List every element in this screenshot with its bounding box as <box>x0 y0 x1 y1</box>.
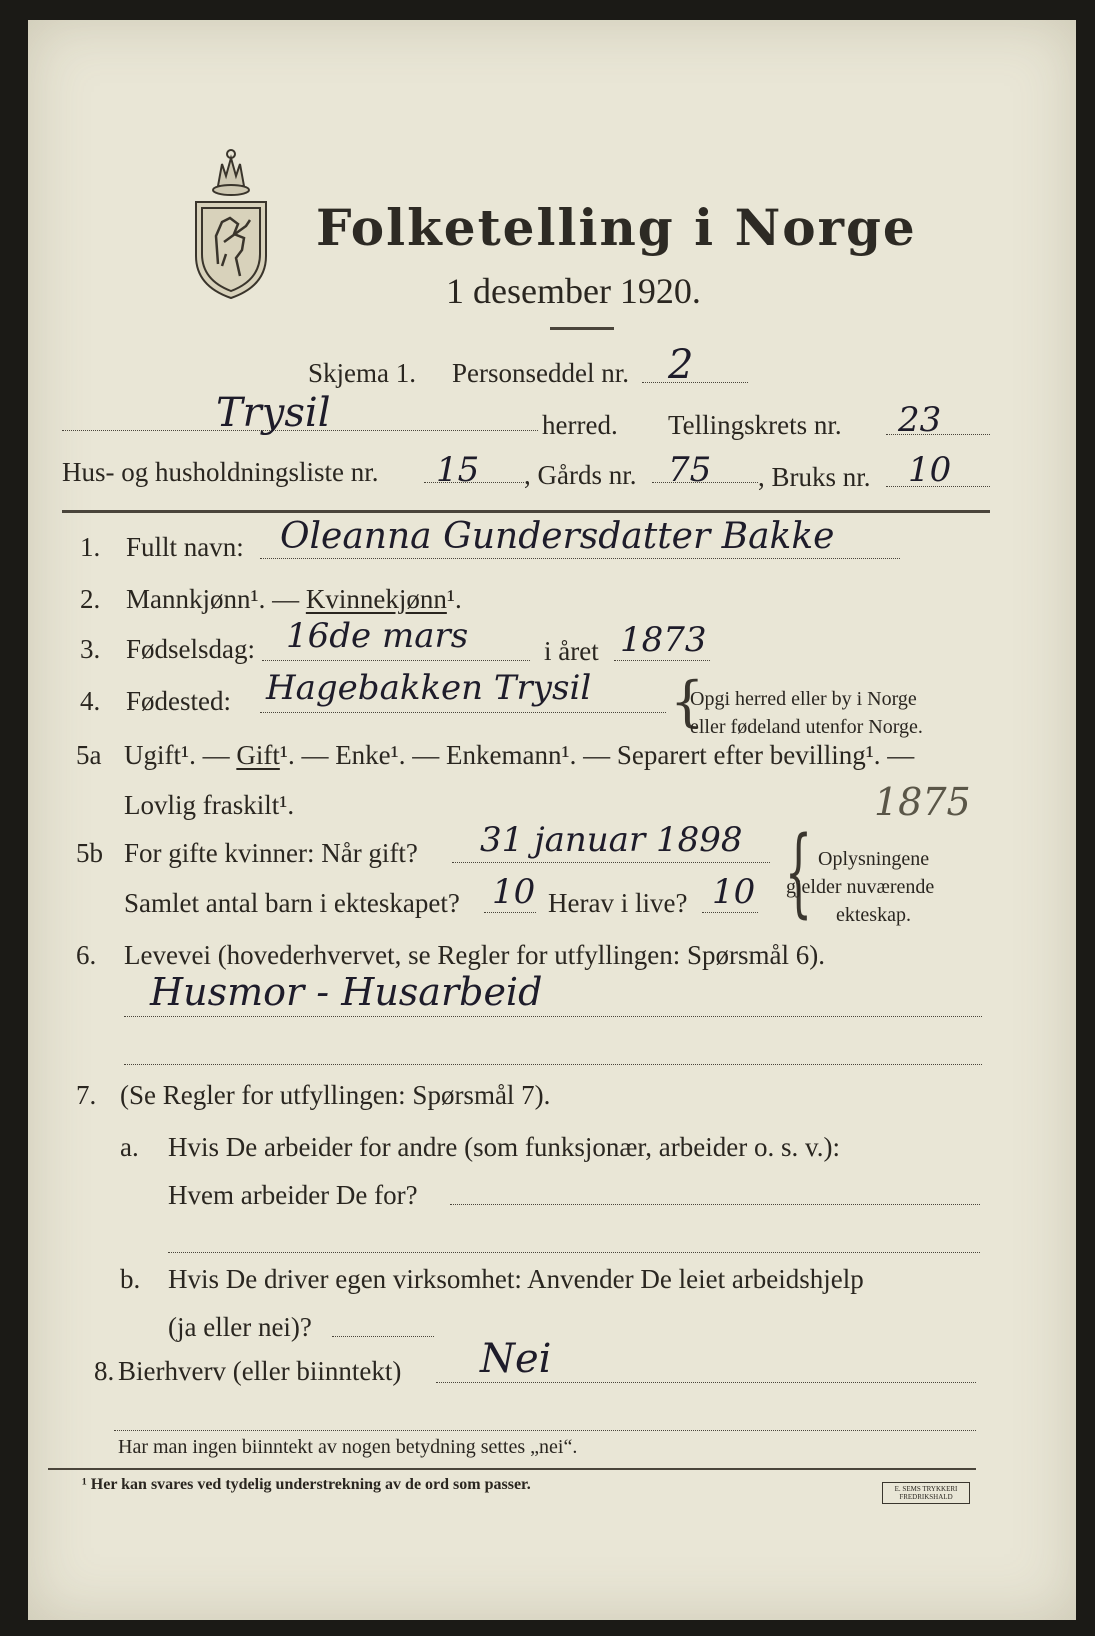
herred-value[interactable]: Trysil <box>216 390 331 436</box>
q2-number: 2. <box>80 584 101 614</box>
bruks-number[interactable]: 10 <box>908 450 952 490</box>
q5b-barn-value[interactable]: 10 <box>492 872 536 912</box>
census-date: 1 desember 1920. <box>446 271 701 311</box>
q4-number: 4. <box>80 686 101 716</box>
q5b-label: For gifte kvinner: Når gift? <box>124 838 418 868</box>
q6-value[interactable]: Husmor - Husarbeid <box>150 970 543 1014</box>
q6-label: Levevei (hovederhvervet, se Regler for utfyllingen: Spørsmål 6). <box>124 940 826 970</box>
q8-line <box>436 1382 976 1383</box>
bruks-label: , Bruks nr. <box>758 462 871 492</box>
census-form <box>28 20 1076 1620</box>
q7b-letter: b. <box>120 1264 141 1294</box>
q7a-line2[interactable] <box>168 1252 980 1253</box>
q7a-letter: a. <box>120 1132 139 1162</box>
husliste-label: Hus- og husholdningsliste nr. <box>62 457 379 487</box>
coat-of-arms-icon <box>188 146 274 300</box>
form-title: Folketelling i Norge <box>316 198 917 257</box>
q3-label: Fødselsdag: <box>126 634 256 664</box>
footer-separator <box>48 1468 976 1470</box>
q7b-label2: (ja eller nei)? <box>168 1312 312 1342</box>
q7a-label2: Hvem arbeider De for? <box>168 1180 418 1210</box>
q5b-note-line2: gjelder nuværende <box>786 876 935 898</box>
q2-label: Mannkjønn¹. — Kvinnekjønn¹. <box>126 584 462 614</box>
title-divider <box>550 327 614 330</box>
q5a-options: Ugift¹. — Gift¹. — Enke¹. — Enkemann¹. — Separert efter bevilling¹. — <box>124 740 915 770</box>
q6-number: 6. <box>76 940 97 970</box>
q3-year[interactable]: 1873 <box>620 620 707 660</box>
q6-line1 <box>124 1016 982 1017</box>
q4-label: Fødested: <box>126 686 231 716</box>
header-separator <box>62 510 990 513</box>
tellingskrets-label: Tellingskrets nr. <box>668 410 842 440</box>
q5b-barn-label: Samlet antal barn i ekteskapet? <box>124 888 460 918</box>
herred-label: herred. <box>542 410 618 440</box>
q1-label: Fullt navn: <box>126 532 244 562</box>
q3-number: 3. <box>80 634 101 664</box>
footnote: ¹ Her kan svares ved tydelig understrekning av de ord som passer. <box>82 1476 531 1493</box>
q4-note-line2: eller fødeland utenfor Norge. <box>690 716 923 738</box>
q5a-fraskilt: Lovlig fraskilt¹. <box>124 790 295 820</box>
q5b-line <box>452 862 770 863</box>
tellingskrets-number[interactable]: 23 <box>898 400 942 440</box>
q1-value[interactable]: Oleanna Gundersdatter Bakke <box>280 516 835 557</box>
q7-label: (Se Regler for utfyllingen: Spørsmål 7). <box>120 1080 551 1110</box>
q5b-note-line3: ekteskap. <box>836 904 911 926</box>
gards-label: , Gårds nr. <box>524 460 637 490</box>
q5a-margin-note: 1875 <box>874 780 971 824</box>
q5b-number: 5b <box>76 838 103 868</box>
q7b-line[interactable] <box>332 1336 434 1337</box>
q8-value[interactable]: Nei <box>480 1336 552 1382</box>
q4-value[interactable]: Hagebakken Trysil <box>266 668 592 708</box>
q1-number: 1. <box>80 532 101 562</box>
husliste-number[interactable]: 15 <box>436 450 480 490</box>
gards-number[interactable]: 75 <box>668 450 712 490</box>
q4-brace: { <box>670 670 705 733</box>
q7b-label1: Hvis De driver egen virksomhet: Anvender De leiet arbeidshjelp <box>168 1264 864 1294</box>
q5a-selected-option[interactable]: Gift <box>236 740 280 770</box>
personseddel-line <box>642 382 748 383</box>
q5b-barn-line <box>484 912 536 913</box>
q5b-live-line <box>702 912 758 913</box>
q6-line2 <box>124 1064 982 1065</box>
q5b-live-label: Herav i live? <box>548 888 688 918</box>
personseddel-label: Personseddel nr. <box>452 358 629 388</box>
q4-note-line1: Opgi herred eller by i Norge <box>690 688 917 710</box>
skjema-label: Skjema 1. <box>308 358 416 388</box>
q8-line2 <box>114 1430 976 1431</box>
q5a-number: 5a <box>76 740 102 770</box>
q3-year-line <box>614 660 710 661</box>
q8-label: Bierhverv (eller biinntekt) <box>118 1356 402 1386</box>
footer-note: Har man ingen biinntekt av nogen betydning settes „nei“. <box>118 1436 578 1458</box>
q5b-note-line1: Oplysningene <box>818 848 930 870</box>
q4-line <box>260 712 666 713</box>
q1-line <box>260 558 900 559</box>
q7a-line1[interactable] <box>450 1204 980 1205</box>
q3-value[interactable]: 16de mars <box>286 616 469 656</box>
q5b-live-value[interactable]: 10 <box>712 872 756 912</box>
q5b-value[interactable]: 31 januar 1898 <box>480 820 743 860</box>
q7a-label1: Hvis De arbeider for andre (som funksjonær, arbeider o. s. v.): <box>168 1132 840 1162</box>
q7-number: 7. <box>76 1080 97 1110</box>
q3-line <box>262 660 530 661</box>
q3-year-label: i året <box>544 636 599 666</box>
q8-number: 8. <box>94 1356 115 1386</box>
personseddel-number[interactable]: 2 <box>668 342 694 388</box>
q2-selected-option[interactable]: Kvinnekjønn <box>305 584 447 614</box>
printer-stamp: E. SEMS TRYKKERI FREDRIKSHALD <box>882 1482 970 1504</box>
q5b-brace: { <box>784 816 813 928</box>
